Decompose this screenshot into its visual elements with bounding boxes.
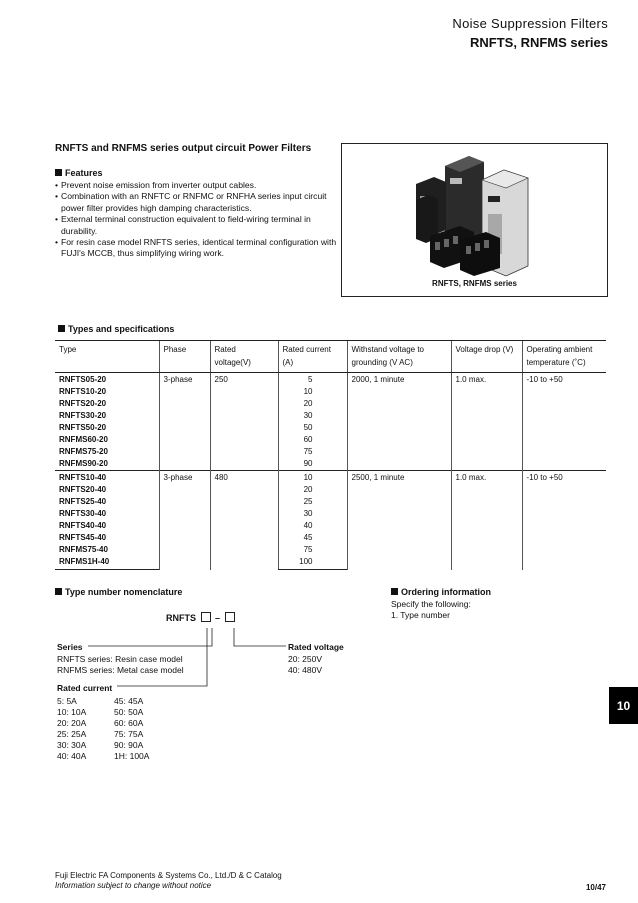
list-item: 10: 10A 50: 50A xyxy=(57,707,144,717)
list-item: • External terminal construction equivalent to field-wiring terminal in durability. xyxy=(55,214,311,236)
ordering-text: Specify the following: 1. Type number xyxy=(391,599,471,620)
col-rated-voltage: Rated voltage(V) xyxy=(210,341,278,373)
series-label: Series xyxy=(57,642,83,652)
rated-current-list xyxy=(57,696,149,762)
col-rated-current: Rated current (A) xyxy=(278,341,347,373)
col-type: Type xyxy=(55,341,159,373)
footer-company: Fuji Electric FA Components & Systems Co., Ltd./D & C Catalog xyxy=(55,871,282,880)
list-item: 40: 40A 1H: 100A xyxy=(57,751,150,761)
ordering-heading: Ordering information xyxy=(391,587,491,597)
series-line: RNFMS series: Metal case model xyxy=(57,665,184,675)
features-heading: Features xyxy=(55,168,103,178)
table-row: RNFTS05-20 3-phase 250 5 2000, 1 minute 1.0 max. -10 to +50 xyxy=(55,373,606,387)
list-item: • Combination with an RNFTC or RNFMC or RNFHA series input circuit power filter provides high damping characteristics. xyxy=(55,191,327,213)
table-row: RNFTS45-40 45 xyxy=(55,532,606,544)
table-row: RNFTS25-40 25 xyxy=(55,496,606,508)
table-row: RNFTS30-40 30 xyxy=(55,508,606,520)
series-line: RNFTS series: Resin case model xyxy=(57,654,183,664)
table-row: RNFTS40-40 40 xyxy=(55,520,606,532)
list-item: 20: 20A 60: 60A xyxy=(57,718,144,728)
list-item: 5: 5A 45: 45A xyxy=(57,696,144,706)
rated-current-label: Rated current xyxy=(57,683,113,693)
rated-voltage-line: 20: 250V xyxy=(288,654,323,664)
table-row: RNFTS30-20 30 xyxy=(55,410,606,422)
list-item: 25: 25A 75: 75A xyxy=(57,729,144,739)
photo-caption: RNFTS, RNFMS series xyxy=(432,279,517,288)
table-row: RNFTS10-40 3-phase 480 10 2500, 1 minute 1.0 max. -10 to +50 xyxy=(55,471,606,485)
table-row: RNFTS10-20 10 xyxy=(55,386,606,398)
col-withstand-voltage: Withstand voltage to grounding (V AC) xyxy=(347,341,451,373)
col-ambient-temp: Operating ambient temperature (˚C) xyxy=(522,341,606,373)
table-row: RNFMS1H-40 100 xyxy=(55,556,606,570)
page-number: 10/47 xyxy=(585,883,606,892)
section-title: RNFTS and RNFMS series output circuit Power Filters xyxy=(55,143,312,154)
rated-voltage-line: 40: 480V xyxy=(288,665,323,675)
square-bullet-icon xyxy=(391,588,398,595)
footer-notice: Information subject to change without notice xyxy=(55,881,212,890)
table-row: RNFTS20-20 20 xyxy=(55,398,606,410)
list-item: • For resin case model RNFTS series, identical terminal configuration with FUJI's MCCB, thus simplifying wiring work. xyxy=(55,237,337,259)
table-row: RNFTS50-20 50 xyxy=(55,422,606,434)
header-series: RNFTS, RNFMS series xyxy=(470,35,608,50)
rated-voltage-label: Rated voltage xyxy=(288,642,344,652)
types-heading: Types and specifications xyxy=(58,324,174,334)
col-phase: Phase xyxy=(159,341,210,373)
nomenclature-heading: Type number nomenclature xyxy=(55,587,182,597)
list-item: • Prevent noise emission from inverter output cables. xyxy=(55,180,257,190)
chapter-tab[interactable]: 10 xyxy=(609,687,638,724)
list-item: 30: 30A 90: 90A xyxy=(57,740,144,750)
model-code: RNFTS – xyxy=(166,612,237,623)
table-row: RNFMS75-40 75 xyxy=(55,544,606,556)
table-row: RNFMS75-20 75 xyxy=(55,446,606,458)
col-voltage-drop: Voltage drop (V) xyxy=(451,341,522,373)
table-row: RNFMS60-20 60 xyxy=(55,434,606,446)
table-row: RNFMS90-20 90 xyxy=(55,458,606,471)
table-row: RNFTS20-40 20 xyxy=(55,484,606,496)
header-category: Noise Suppression Filters xyxy=(452,16,608,31)
